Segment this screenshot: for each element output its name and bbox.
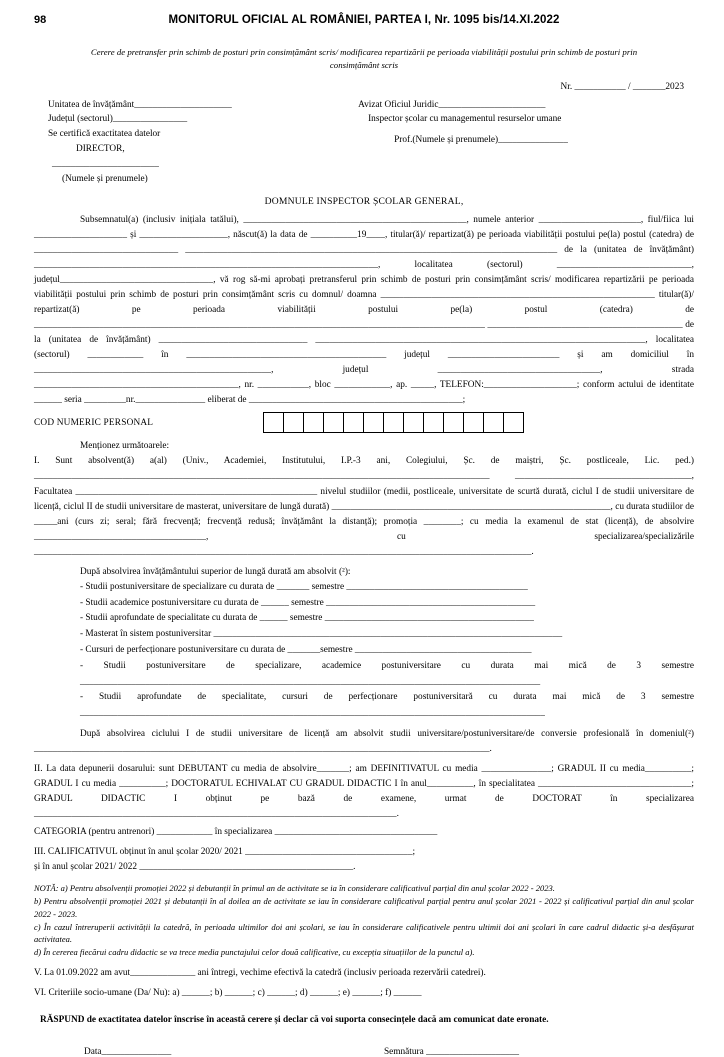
applicant-request-paragraph: Subsemnatul(a) (inclusiv inițiala tatălui), ________________________________________________, numele anterior ______________________, fiul/fiica lui ____________________ și ___________________, născut(ă) la data de __________19____, titular(ă)/ repartizat(ă) pe perioada viabilității postului pe(la) postul (catedra) de _______________________________ ________________________________________________________________________________ de la (unitatea de învățământ) __________________________________________________________________________, localitatea (sectorul) _____________________________, județul_________________________________, vă rog să-mi aprobați pretransferul prin schimb de posturi prin consimțământ scris/ modificarea repartizării pe perioada viabilității postului prin schimb de posturi prin consimțământ scris cu domnul/ doamna ___________________________________________________________ titular(ă)/ repartizat(ă) pe perioada viabilității postului pe(la) postul (catedra) de _________________________________________________________________________________________________ __________________________________________ de la (unitatea de învățământ) ________________________________ _______________________________________________________________________, localitatea (sectorul) ____________ în ___________________________________________ județul ________________________ și am domiciliul în ___________________________________________________, județul ___________________________________, strada ____________________________________________, nr. ___________, bloc ____________, ap. _____, TELEFON:____________________; conform actului de identitate ______ seria _________nr._______________ eliberat de ______________________________________________; xyxy=(34,214,694,406)
registration-number-line: Nr. ___________ / _______2023 xyxy=(560,81,684,92)
note-b: b) Pentru absolvenții promoției 2021 și debutanții în al doilea an de activitate se iau în considerare calificativul parțial pentru anul școlar 2021 - 2022 și calificativul parțial din anul școlar 2022 - 2023. xyxy=(34,896,694,919)
date-field[interactable]: Data_______________ xyxy=(84,1046,172,1057)
data-certification-line: Se certifică exactitatea datelor xyxy=(48,129,161,140)
cnp-box[interactable] xyxy=(263,412,284,433)
section-VI: VI. Criteriile socio-umane (Da/ Nu): a) ______; b) ______; c) ______; d) ______; e) ______; f) ______ xyxy=(34,987,422,998)
section-III-b: și în anul școlar 2021/ 2022 ______________________________________________. xyxy=(34,862,356,873)
cnp-box[interactable] xyxy=(323,412,344,433)
section-V: V. La 01.09.2022 am avut______________ ani întregi, vechime efectivă la catedră (inclusiv perioada rezervării catedrei). xyxy=(34,967,486,978)
page-number: 98 xyxy=(34,14,47,26)
form-title xyxy=(62,46,666,72)
institution-right-column xyxy=(358,98,694,187)
unit-field-line: Unitatea de învățământ_____________________ xyxy=(48,99,232,110)
hr-inspector-label: Inspector școlar cu managementul resurselor umane xyxy=(368,114,562,125)
cycle-I-line: După absolvirea ciclului I de studii universitare de licență am absolvit studii universitare/postuniversitare/de conversie profesională în domeniul(²) __________________________________________________________________________________________________. xyxy=(34,728,694,754)
list-item: - Studii postuniversitare de specializare cu durata de _______ semestre _______________________________________ xyxy=(80,581,528,592)
addressee-line: DOMNULE INSPECTOR ȘCOLAR GENERAL, xyxy=(264,195,464,207)
form-title-line-1: Cerere de pretransfer prin schimb de posturi prin consimțământ scris/ modificarea repartizării pe perioada viabilității postului prin schimb de posturi prin xyxy=(90,47,638,57)
document-header xyxy=(34,14,694,26)
director-signature-rule: _______________________ xyxy=(52,159,159,169)
cnp-row xyxy=(34,412,694,433)
institution-block xyxy=(34,98,694,187)
cnp-box[interactable] xyxy=(503,412,524,433)
form-title-line-2: consimțământ scris xyxy=(329,59,399,70)
cnp-box[interactable] xyxy=(463,412,484,433)
list-item: - Studii aprofundate de specialitate cu durata de ______ semestre _____________________________________________ xyxy=(80,613,534,624)
list-item: - Studii aprofundate de specialitate, cursuri de perfecționare postuniversitară cu durata mai mică de 3 semestre ____________________________________________________________________________________________________ xyxy=(80,692,694,719)
notes-block xyxy=(34,882,694,959)
after-graduation-list xyxy=(34,580,694,722)
mentions-intro: Menționez următoarele: xyxy=(80,441,170,452)
section-I: I. Sunt absolvent(ă) a(al) (Univ., Academiei, Institutului, I.P.-3 ani, Colegiului, Șc. de maiștri, Șc. postliceale, Lic. ped.) __________________________________________________________________________________________________ ______________________________________, Facultatea ____________________________________________________ nivelul studiilor (medii, postliceale, universitate de scurtă durată, ciclul I de studii universitare de licență, ciclul II de studii universitare de masterat, universitare de lungă durată) ____________________________________________________________, cu durata studiilor de _____ani (curs zi; seral; fără frecvență; frecvență redusă; învățământ la distanță); promoția ________; cu media la examenul de stat (licență), de absolvire _____________________________________, cu specializarea/specializările ___________________________________________________________________________________________________________. xyxy=(34,456,694,557)
director-label: DIRECTOR, xyxy=(76,144,125,155)
cnp-box[interactable] xyxy=(423,412,444,433)
cnp-box[interactable] xyxy=(303,412,324,433)
note-d: d) În cererea fiecărui cadru didactic se va trece media punctajului celor două calificative, cu excepția situațiilor de la punctul a). xyxy=(34,947,475,958)
list-item: - Masterat în sistem postuniversitar ___________________________________________________________________________ xyxy=(80,629,563,640)
section-II: II. La data depunerii dosarului: sunt DEBUTANT cu media de absolvire_______; am DEFINITIVATUL cu media _______________; GRADUL II cu media__________; GRADUL I cu media __________; DOCTORATUL ECHIVALAT CU GRADUL DIDACTIC I în anul__________, în specialitatea _________________________________; GRADUL DIDACTIC I obținut pe bază de examene, urmat de DOCTORAT în specializarea ______________________________________________________________________________. xyxy=(34,764,694,820)
cnp-box[interactable] xyxy=(283,412,304,433)
cnp-box[interactable] xyxy=(363,412,384,433)
hr-inspector-name-line: Prof.(Numele și prenumele)_______________ xyxy=(394,135,568,146)
list-item: - Studii academice postuniversitare cu durata de ______ semestre _____________________________________________ xyxy=(80,597,536,608)
cnp-box[interactable] xyxy=(443,412,464,433)
list-item: - Studii postuniversitare de specializare, academice postuniversitare cu durata mai mică de 3 semestre ___________________________________________________________________________________________________ xyxy=(80,660,694,687)
legal-office-approval-line: Avizat Oficiul Juridic_______________________ xyxy=(358,99,546,110)
note-a: NOTĂ: a) Pentru absolvenții promoției 2022 și debutanții în primul an de activitate se ia în considerare calificativul parțial din anul școlar 2022 - 2023. xyxy=(34,883,555,894)
cnp-box[interactable] xyxy=(383,412,404,433)
signature-row xyxy=(34,1047,694,1057)
county-field-line: Județul (sectorul)________________ xyxy=(48,114,188,125)
after-graduation-intro: După absolvirea învățământului superior de lungă durată am absolvit (²): xyxy=(80,566,351,577)
signature-field[interactable]: Semnătura ____________________ xyxy=(384,1046,520,1057)
section-III: III. CALIFICATIVUL obținut în anul școlar 2020/ 2021 ____________________________________; xyxy=(34,847,416,858)
note-c: c) În cazul întreruperii activității la catedră, în perioada ultimilor doi ani școlari, se iau în considerare calificativele pentru ultimii doi ani școlari în care cadrul didactic și-a desfășurat activitatea. xyxy=(34,921,694,945)
responsibility-statement: RĂSPUND de exactitatea datelor înscrise în această cerere și declar că voi suporta consecințele dacă am comunicat date eronate. xyxy=(40,1014,549,1025)
page-title: MONITORUL OFICIAL AL ROMÂNIEI, PARTEA I, Nr. 1095 bis/14.XI.2022 xyxy=(168,14,560,26)
cnp-box[interactable] xyxy=(483,412,504,433)
list-item: - Cursuri de perfecționare postuniversitare cu durata de _______semestre ______________________________________ xyxy=(80,644,532,655)
cnp-label: COD NUMERIC PERSONAL xyxy=(34,417,154,428)
cnp-box[interactable] xyxy=(403,412,424,433)
category-line: CATEGORIA (pentru antrenori) ____________ în specializarea ___________________________________ xyxy=(34,827,438,838)
director-name-hint: (Numele și prenumele) xyxy=(62,173,148,184)
cnp-box[interactable] xyxy=(343,412,364,433)
institution-left-column xyxy=(34,98,358,187)
cnp-boxes[interactable] xyxy=(264,412,524,433)
